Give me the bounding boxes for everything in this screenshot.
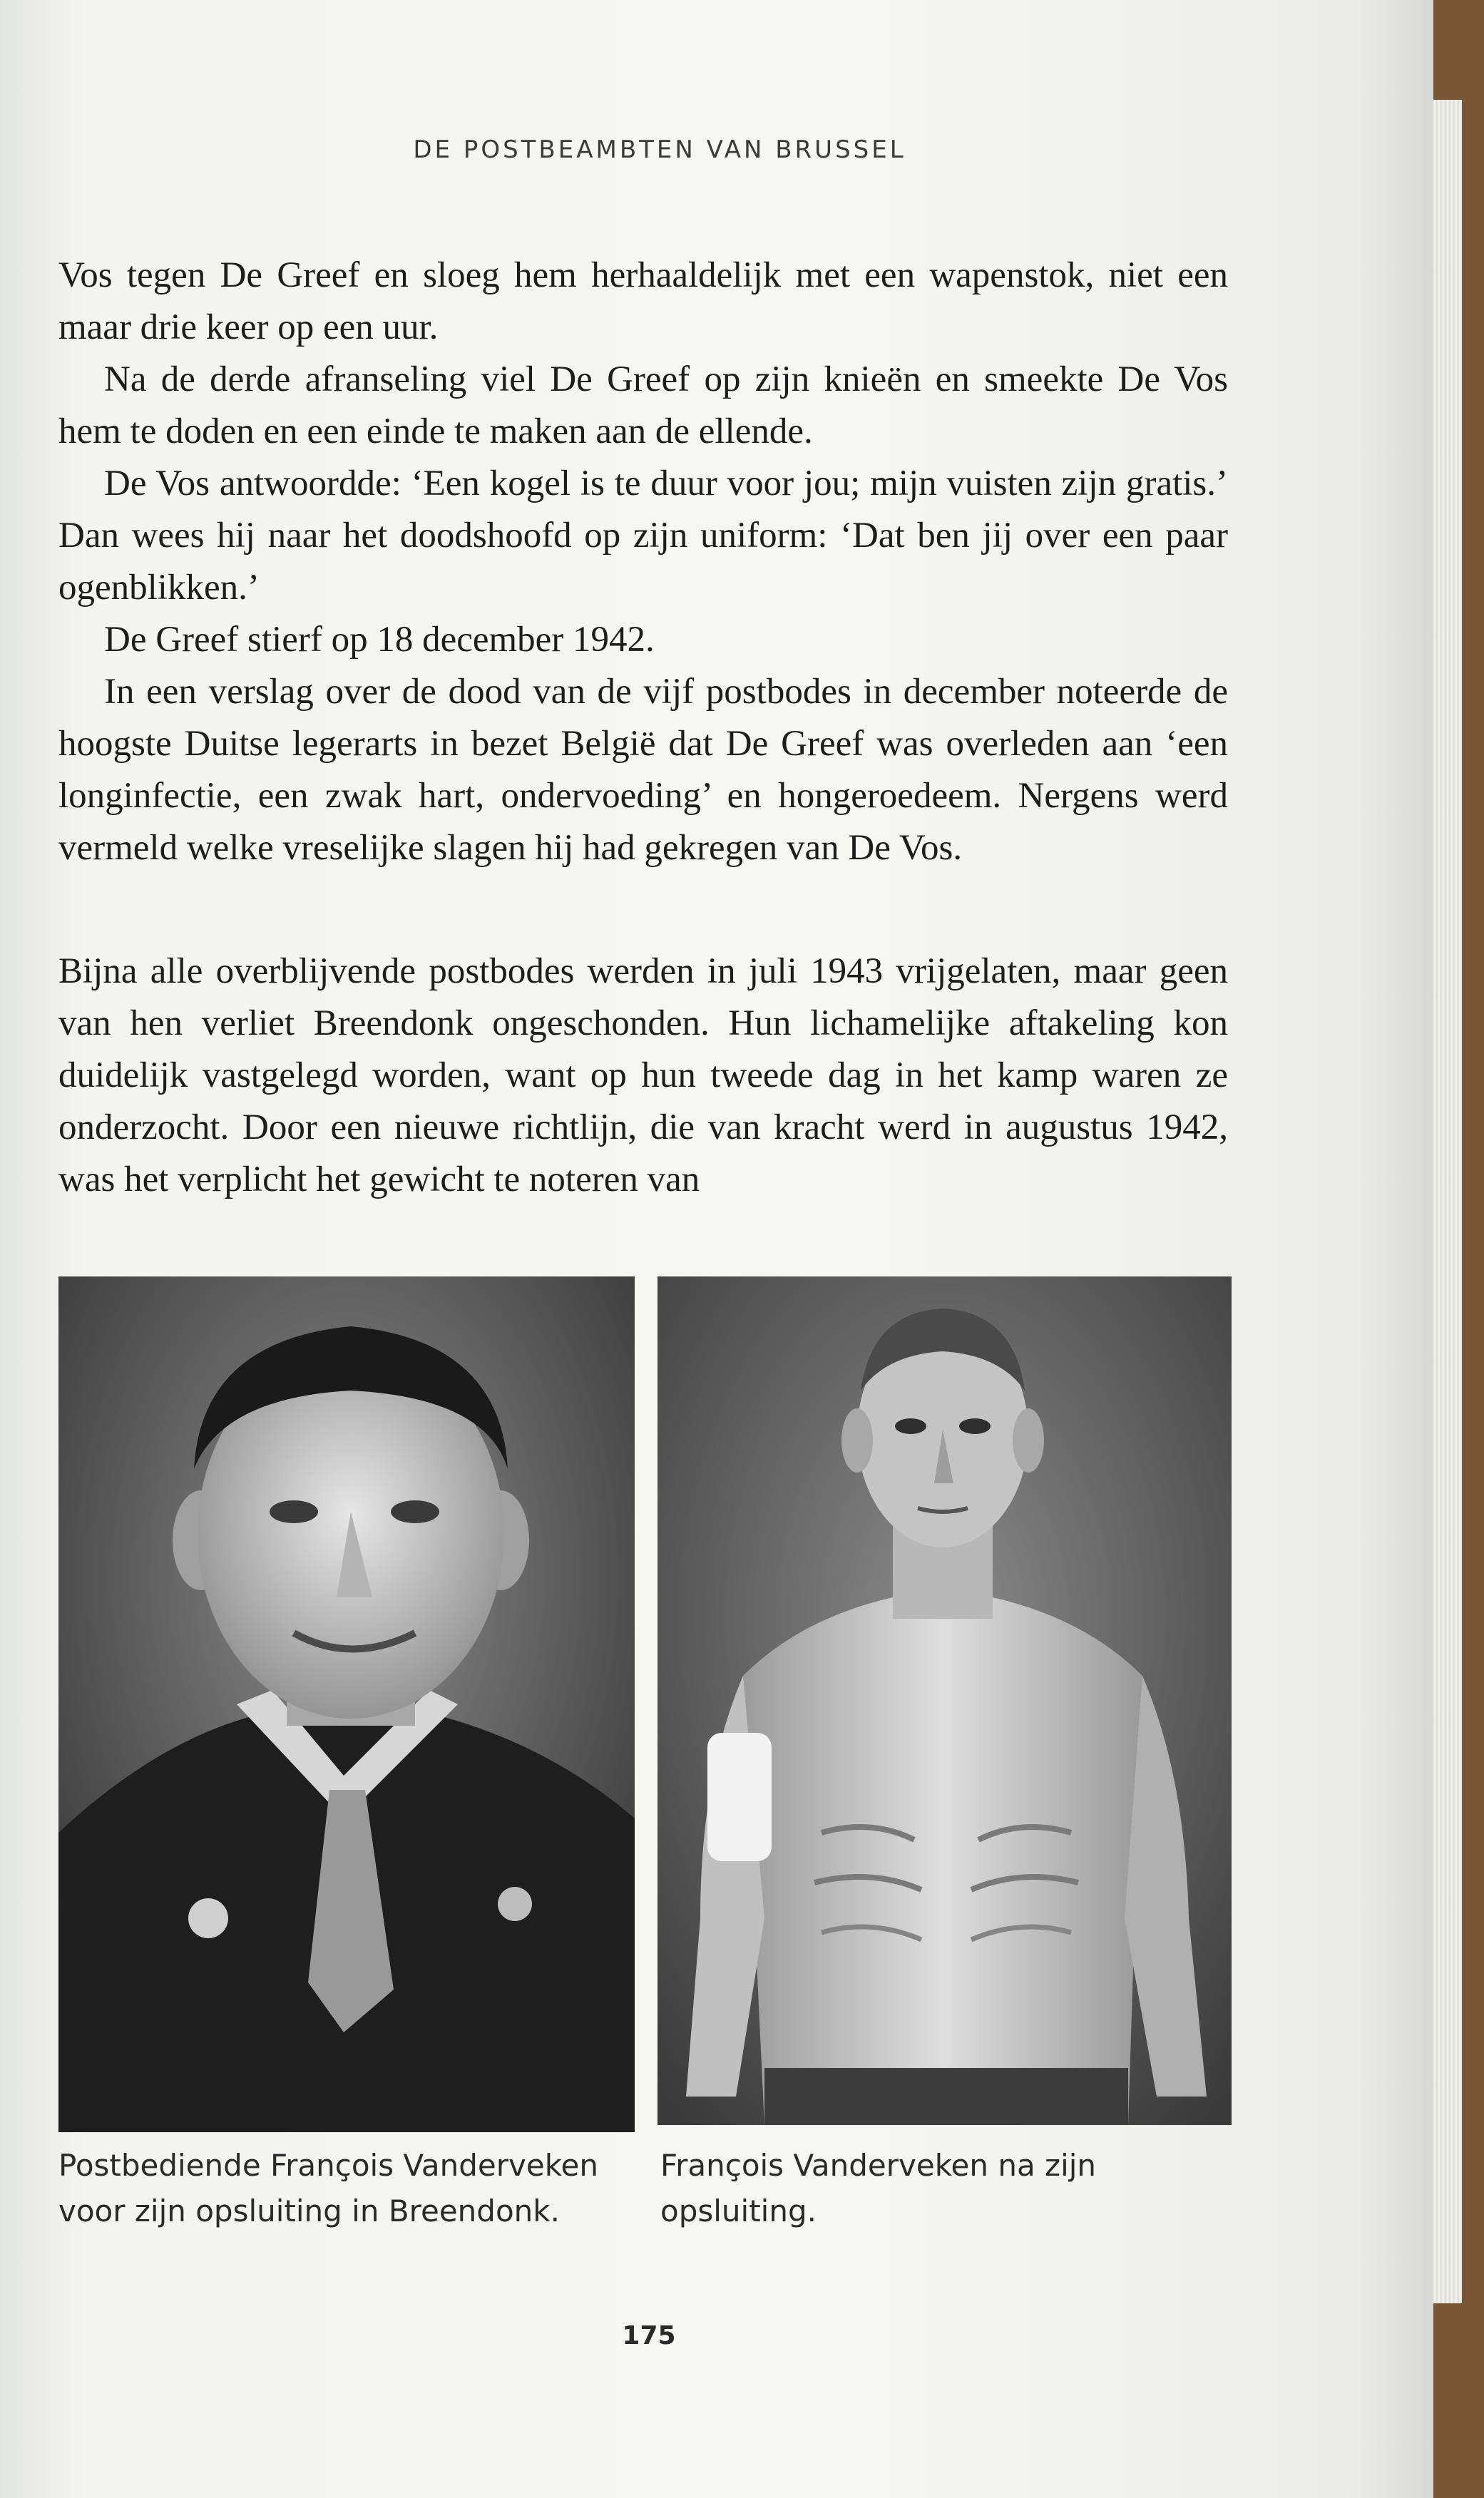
paragraph: In een verslag over de dood van de vijf postbodes in december noteerde de hoogste Duitse legerarts in bezet België dat De Greef was overleden aan ‘een longinfectie, een zwak hart, ondervoeding’ en hongeroedeem. Nergens werd vermeld welke vreselijke slagen hij had gekregen van De Vos. bbox=[58, 672, 1228, 868]
caption-left: Postbediende François Vanderveken voor zijn opsluiting in Breendonk. bbox=[58, 2148, 599, 2228]
paragraph: De Greef stierf op 18 december 1942. bbox=[104, 620, 655, 660]
running-head: DE POSTBEAMBTEN VAN BRUSSEL bbox=[413, 135, 906, 164]
body-text bbox=[58, 250, 1228, 1206]
paragraph: De Vos antwoordde: ‘Een kogel is te duur voor jou; mijn vuisten zijn gratis.’ Dan wees hij naar het doodshoofd op zijn uniform: ‘Dat ben jij over een paar ogenblikken.’ bbox=[58, 464, 1228, 608]
paragraph: Bijna alle overblijvende postbodes werden in juli 1943 vrijgelaten, maar geen van hen verliet Breendonk ongeschonden. Hun lichamelijke aftakeling kon duidelijk vastgelegd worden, want op hun tweede dag in het kamp waren ze onderzocht. Door een nieuwe richtlijn, die van kracht werd in augustus 1942, was het verplicht het gewicht te noteren van bbox=[58, 951, 1228, 1199]
paragraph: Na de derde afranseling viel De Greef op zijn knieën en smeekte De Vos hem te doden en een einde te maken aan de ellende. bbox=[58, 359, 1228, 451]
photo-before-imprisonment bbox=[58, 1276, 635, 2132]
photo-after-imprisonment bbox=[657, 1276, 1232, 2125]
caption-right: François Vanderveken na zijn opsluiting. bbox=[660, 2148, 1097, 2228]
page-number: 175 bbox=[622, 2321, 676, 2350]
paragraph: Vos tegen De Greef en sloeg hem herhaaldelijk met een wapenstok, niet een maar drie keer op een uur. bbox=[58, 255, 1228, 347]
